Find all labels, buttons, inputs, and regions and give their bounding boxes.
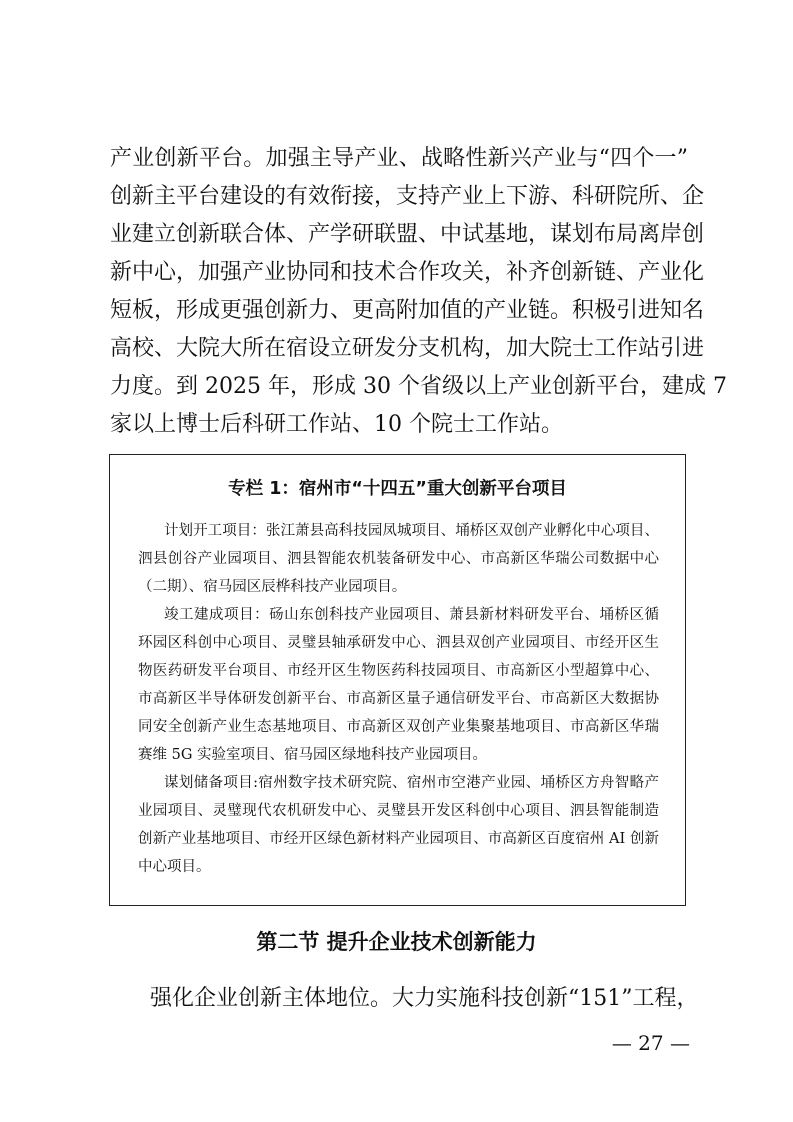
paragraph-line: 产业创新平台。加强主导产业、战略性新兴产业与“四个一” (110, 146, 688, 171)
column-box-line: 物医药研发平台项目、市经开区生物医药科技园项目、市高新区小型超算中心、 (138, 663, 659, 679)
column-box-line: 赛维 5G 实验室项目、宿马园区绿地科技产业园项目。 (138, 747, 488, 763)
paragraph-line: 高校、大院大所在宿设立研发分支机构，加大院士工作站引进 (110, 336, 705, 361)
column-box-line: 同安全创新产业生态基地项目、市高新区双创产业集聚基地项目、市高新区华瑞 (138, 719, 659, 735)
column-box-line: 业园项目、灵璧现代农机研发中心、灵璧县开发区科创中心项目、泗县智能制造 (138, 803, 659, 819)
column-box-line: 环园区科创中心项目、灵璧县轴承研发中心、泗县双创产业园项目、市经开区生 (138, 635, 659, 651)
paragraph-line: 创新主平台建设的有效衔接，支持产业上下游、科研院所、企 (110, 184, 705, 209)
column-box-line: 谋划储备项目:宿州数字技术研究院、宿州市空港产业园、埇桥区方舟智略产 (164, 775, 659, 791)
column-box-line: 计划开工项目：张江萧县高科技园凤城项目、埇桥区双创产业孵化中心项目、 (164, 523, 659, 539)
column-box-title: 专栏 1：宿州市“十四五”重大创新平台项目 (228, 479, 567, 499)
paragraph-line: 业建立创新联合体、产学研联盟、中试基地，谋划布局离岸创 (110, 222, 705, 247)
column-box (109, 454, 686, 906)
paragraph-line: 短板，形成更强创新力、更高附加值的产业链。积极引进知名 (110, 298, 705, 323)
paragraph-line: 力度。到 2025 年，形成 30 个省级以上产业创新平台，建成 7 (110, 374, 727, 399)
paragraph-line: 家以上博士后科研工作站、10 个院士工作站。 (110, 412, 563, 437)
column-box-line: 竣工建成项目：砀山东创科技产业园项目、萧县新材料研发平台、埇桥区循 (164, 607, 659, 623)
column-box-line: 市高新区半导体研发创新平台、市高新区量子通信研发平台、市高新区大数据协 (138, 691, 659, 707)
paragraph-line: 强化企业创新主体地位。大力实施科技创新“151”工程， (150, 986, 699, 1011)
column-box-line: （二期）、宿马园区辰桦科技产业园项目。 (138, 579, 407, 595)
column-box-line: 创新产业基地项目、市经开区绿色新材料产业园项目、市高新区百度宿州 AI 创新 (138, 831, 659, 847)
paragraph-line: 新中心，加强产业协同和技术合作攻关，补齐创新链、产业化 (110, 260, 705, 285)
page-number: — 27 — (611, 1031, 690, 1055)
column-box-line: 中心项目。 (138, 859, 211, 875)
section-heading: 第二节 提升企业技术创新能力 (256, 930, 537, 954)
column-box-line: 泗县创谷产业园项目、泗县智能农机装备研发中心、市高新区华瑞公司数据中心 (138, 551, 659, 567)
